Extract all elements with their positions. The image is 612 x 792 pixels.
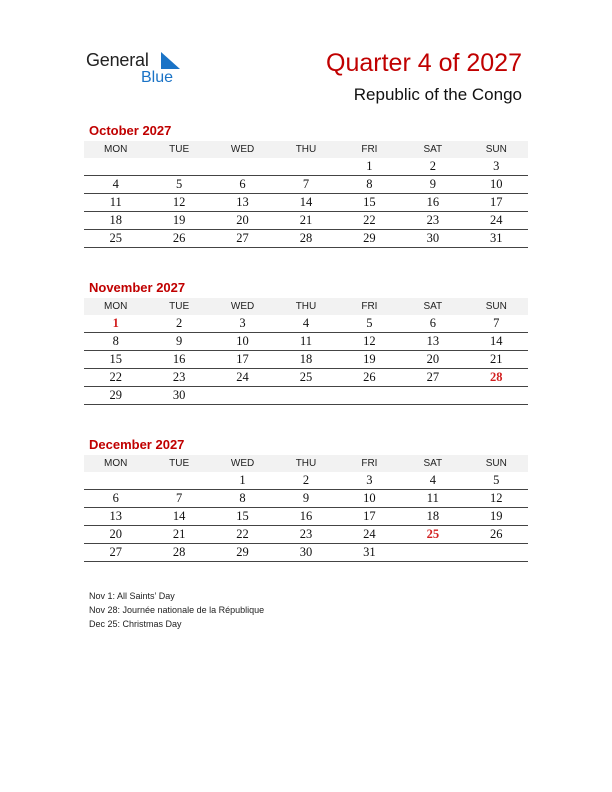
day-cell: 27: [401, 369, 464, 387]
country-name: Republic of the Congo: [353, 85, 522, 104]
empty-day-cell: [84, 158, 147, 176]
week-row: [84, 230, 528, 248]
day-cell: 26: [147, 230, 210, 248]
empty-day-cell: [465, 544, 528, 562]
day-cell: 10: [338, 490, 401, 508]
day-cell: 14: [147, 508, 210, 526]
logo-triangle-icon: [159, 52, 181, 70]
day-cell: 19: [338, 351, 401, 369]
day-cell: 31: [465, 230, 528, 248]
weekday-header: TUE: [147, 455, 210, 472]
month-title: November 2027: [89, 280, 186, 295]
day-cell: 19: [147, 212, 210, 230]
week-row: [84, 544, 528, 562]
empty-day-cell: [274, 387, 337, 405]
day-cell: 16: [147, 351, 210, 369]
day-cell: 10: [465, 176, 528, 194]
empty-day-cell: [211, 158, 274, 176]
week-row: [84, 472, 528, 490]
day-cell: 2: [401, 158, 464, 176]
day-cell: 30: [147, 387, 210, 405]
day-cell: 16: [274, 508, 337, 526]
day-cell: 5: [147, 176, 210, 194]
day-cell: 6: [401, 315, 464, 333]
weekday-header: WED: [211, 141, 274, 158]
day-cell: 30: [401, 230, 464, 248]
day-cell: 14: [274, 194, 337, 212]
calendar-table: [84, 298, 528, 405]
calendar-table: [84, 141, 528, 248]
month-december: [84, 436, 528, 562]
day-cell: 2: [147, 315, 210, 333]
weekday-header: WED: [211, 298, 274, 315]
day-cell: 25: [274, 369, 337, 387]
day-cell: 14: [465, 333, 528, 351]
day-cell: 5: [338, 315, 401, 333]
day-cell: 11: [274, 333, 337, 351]
holiday-note: Nov 1: All Saints’ Day: [89, 591, 175, 601]
week-row: [84, 212, 528, 230]
weekday-header: FRI: [338, 298, 401, 315]
weekday-header: FRI: [338, 455, 401, 472]
day-cell: 23: [147, 369, 210, 387]
generalblue-logo: [86, 50, 196, 90]
day-cell: 18: [84, 212, 147, 230]
day-cell: 24: [211, 369, 274, 387]
day-cell: 6: [211, 176, 274, 194]
day-cell: 12: [147, 194, 210, 212]
day-cell: 13: [211, 194, 274, 212]
day-cell: 28: [274, 230, 337, 248]
day-cell: 12: [338, 333, 401, 351]
day-cell: 31: [338, 544, 401, 562]
holiday-notes: [89, 589, 264, 631]
day-cell: 24: [338, 526, 401, 544]
day-cell: 12: [465, 490, 528, 508]
week-row: [84, 351, 528, 369]
day-cell: 9: [401, 176, 464, 194]
empty-day-cell: [401, 387, 464, 405]
day-cell: 4: [274, 315, 337, 333]
day-cell: 4: [401, 472, 464, 490]
weekday-header-row: [84, 141, 528, 158]
day-cell: 17: [211, 351, 274, 369]
day-cell: 30: [274, 544, 337, 562]
week-row: [84, 176, 528, 194]
day-cell: 27: [211, 230, 274, 248]
day-cell: 20: [211, 212, 274, 230]
quarter-title: Quarter 4 of 2027: [326, 49, 522, 77]
weekday-header: THU: [274, 141, 337, 158]
day-cell: 8: [338, 176, 401, 194]
week-row: [84, 315, 528, 333]
day-cell: 8: [211, 490, 274, 508]
day-cell: 9: [274, 490, 337, 508]
month-title: December 2027: [89, 437, 185, 452]
day-cell: 7: [274, 176, 337, 194]
week-row: [84, 333, 528, 351]
empty-day-cell: [465, 387, 528, 405]
day-cell: 5: [465, 472, 528, 490]
day-cell: 29: [338, 230, 401, 248]
day-cell: 7: [147, 490, 210, 508]
day-cell: 29: [211, 544, 274, 562]
weekday-header-row: [84, 455, 528, 472]
empty-day-cell: [147, 472, 210, 490]
day-cell: 16: [401, 194, 464, 212]
empty-day-cell: [84, 472, 147, 490]
weekday-header: WED: [211, 455, 274, 472]
holiday-day-cell: 1: [84, 315, 147, 333]
empty-day-cell: [338, 387, 401, 405]
logo-text-general: General: [86, 50, 149, 70]
month-november: [84, 279, 528, 405]
day-cell: 27: [84, 544, 147, 562]
day-cell: 4: [84, 176, 147, 194]
empty-day-cell: [147, 158, 210, 176]
week-row: [84, 490, 528, 508]
day-cell: 17: [465, 194, 528, 212]
week-row: [84, 526, 528, 544]
day-cell: 1: [211, 472, 274, 490]
day-cell: 9: [147, 333, 210, 351]
day-cell: 21: [274, 212, 337, 230]
empty-day-cell: [274, 158, 337, 176]
week-row: [84, 508, 528, 526]
weekday-header-row: [84, 298, 528, 315]
weekday-header: FRI: [338, 141, 401, 158]
day-cell: 7: [465, 315, 528, 333]
week-row: [84, 369, 528, 387]
day-cell: 13: [84, 508, 147, 526]
day-cell: 22: [84, 369, 147, 387]
holiday-day-cell: 25: [401, 526, 464, 544]
weekday-header: SAT: [401, 455, 464, 472]
day-cell: 23: [274, 526, 337, 544]
day-cell: 18: [401, 508, 464, 526]
weekday-header: MON: [84, 298, 147, 315]
week-row: [84, 194, 528, 212]
day-cell: 20: [401, 351, 464, 369]
week-row: [84, 158, 528, 176]
day-cell: 15: [211, 508, 274, 526]
day-cell: 8: [84, 333, 147, 351]
month-title: October 2027: [89, 123, 172, 138]
day-cell: 22: [211, 526, 274, 544]
weekday-header: THU: [274, 455, 337, 472]
day-cell: 22: [338, 212, 401, 230]
day-cell: 10: [211, 333, 274, 351]
day-cell: 26: [338, 369, 401, 387]
day-cell: 17: [338, 508, 401, 526]
day-cell: 11: [84, 194, 147, 212]
day-cell: 18: [274, 351, 337, 369]
weekday-header: SUN: [465, 298, 528, 315]
day-cell: 19: [465, 508, 528, 526]
day-cell: 23: [401, 212, 464, 230]
day-cell: 15: [338, 194, 401, 212]
day-cell: 25: [84, 230, 147, 248]
empty-day-cell: [401, 544, 464, 562]
weekday-header: MON: [84, 455, 147, 472]
weekday-header: TUE: [147, 298, 210, 315]
day-cell: 3: [211, 315, 274, 333]
week-row: [84, 387, 528, 405]
day-cell: 13: [401, 333, 464, 351]
holiday-day-cell: 28: [465, 369, 528, 387]
day-cell: 20: [84, 526, 147, 544]
calendar-table: [84, 455, 528, 562]
day-cell: 21: [465, 351, 528, 369]
weekday-header: SAT: [401, 141, 464, 158]
day-cell: 26: [465, 526, 528, 544]
holiday-note: Dec 25: Christmas Day: [89, 619, 182, 629]
weekday-header: MON: [84, 141, 147, 158]
logo-text-blue: Blue: [141, 69, 174, 86]
day-cell: 6: [84, 490, 147, 508]
month-october: [84, 122, 528, 248]
day-cell: 21: [147, 526, 210, 544]
empty-day-cell: [211, 387, 274, 405]
weekday-header: SAT: [401, 298, 464, 315]
day-cell: 1: [338, 158, 401, 176]
day-cell: 29: [84, 387, 147, 405]
weekday-header: SUN: [465, 141, 528, 158]
weekday-header: TUE: [147, 141, 210, 158]
weekday-header: SUN: [465, 455, 528, 472]
day-cell: 3: [338, 472, 401, 490]
day-cell: 2: [274, 472, 337, 490]
day-cell: 24: [465, 212, 528, 230]
day-cell: 11: [401, 490, 464, 508]
weekday-header: THU: [274, 298, 337, 315]
day-cell: 3: [465, 158, 528, 176]
day-cell: 15: [84, 351, 147, 369]
day-cell: 28: [147, 544, 210, 562]
holiday-note: Nov 28: Journée nationale de la République: [89, 605, 265, 615]
